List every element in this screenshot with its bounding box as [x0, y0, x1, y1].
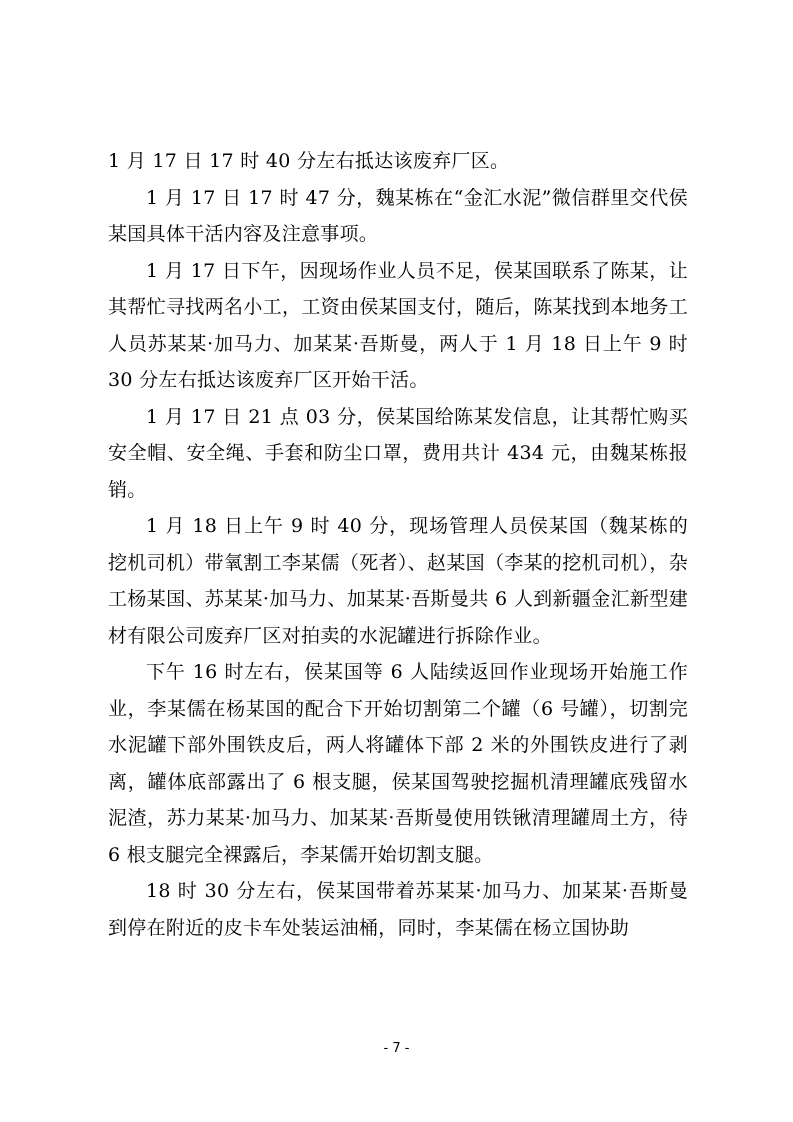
paragraph-oil-drum-loading: 18 时 30 分左右，侯某国带着苏某某·加马力、加某某·吾斯曼到停在附近的皮卡车处装运油桶，同时，李某儒在杨立国协助: [108, 880, 688, 939]
paragraph-safety-equipment: 1 月 17 日 21 点 03 分，侯某国给陈某发信息，让其帮忙购买安全帽、安全绳、手套和防尘口罩，费用共计 434 元，由魏某栋报销。: [108, 405, 688, 501]
paragraph-arrival-time: 1 月 17 日 17 时 40 分左右抵达该废弃厂区。: [108, 150, 510, 172]
paragraph-wechat-instructions: 1 月 17 日 17 时 47 分，魏某栋在“金汇水泥”微信群里交代侯某国具体干活内容及注意事项。: [108, 186, 688, 245]
paragraph-team-dispatch: 1 月 18 日上午 9 时 40 分，现场管理人员侯某国（魏某栋的挖机司机）带氧割工李某儒（死者）、赵某国（李某的挖机司机），杂工杨某国、苏某某·加马力、加某某·吾斯曼共 6 人到新疆金汇新型建材有限公司废弃厂区对拍卖的水泥罐进行拆除作业。: [108, 515, 688, 647]
document-body: [108, 143, 688, 946]
paragraph-cutting-operation: 下午 16 时左右，侯某国等 6 人陆续返回作业现场开始施工作业，李某儒在杨某国的配合下开始切割第二个罐（6 号罐），切割完水泥罐下部外围铁皮后，两人将罐体下部 2 米的外围铁皮进行了剥离，罐体底部露出了 6 根支腿，侯某国驾驶挖掘机清理罐底残留水泥渣，苏力某某·加马力、加某某·吾斯曼使用铁锹清理罐周土方，待 6 根支腿完全裸露后，李某儒开始切割支腿。: [108, 661, 688, 866]
paragraph-hiring-workers: 1 月 17 日下午，因现场作业人员不足，侯某国联系了陈某，让其帮忙寻找两名小工，工资由侯某国支付，随后，陈某找到本地务工人员苏某某·加马力、加某某·吾斯曼，两人于 1 月 18 日上午 9 时 30 分左右抵达该废弃厂区开始干活。: [108, 259, 688, 391]
page-number: - 7 -: [383, 1041, 410, 1056]
